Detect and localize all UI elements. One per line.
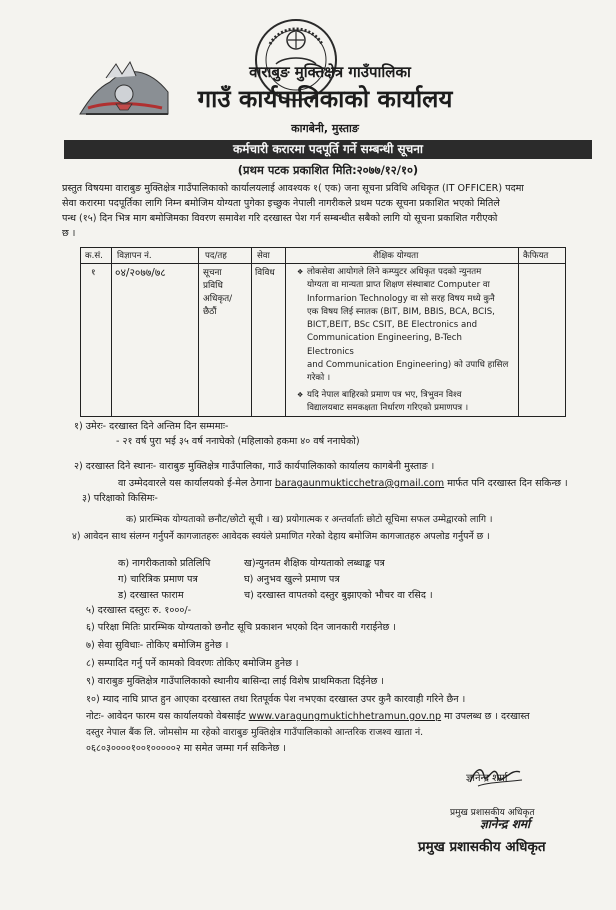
qual-line: BICT,BEIT, BSc CSIT, BE Electronics and (307, 320, 478, 331)
cell-sn: १ (91, 268, 96, 278)
intro-line: छ । (62, 228, 76, 239)
qual-line: Communication Engineering, B-Tech Electronics (307, 333, 462, 357)
table-header-divider (81, 263, 565, 264)
bullet-icon: ❖ (297, 268, 304, 276)
point-exam-detail: क) प्रारम्भिक योग्यताको छनौट/छोटो सूची । ख) प्रयोगात्मक र अन्तर्वार्ताः छोटो सूचिमा सफल उम्मेद्वारको लागि । (126, 514, 493, 525)
header-qualification: शैक्षिक योग्यता (373, 251, 419, 261)
qual-line: योग्यता वा मान्यता प्राप्त शिक्षण संस्थाबाट Computer वा (307, 280, 490, 291)
qual-line: गरेको । (307, 373, 331, 384)
signatory-name-small: ज्ञानेन्द्र शर्मा (466, 773, 508, 784)
note-line (86, 710, 530, 725)
signatory-name-stamp: ज्ञानेन्द्र शर्मा (480, 817, 531, 831)
cell-qualification (297, 266, 510, 415)
doc-citizenship: क) नागरीकताको प्रतिलिपि (118, 558, 211, 569)
nepal-emblem-icon (76, 58, 172, 120)
intro-line: पन्ध (१५) दिन भित्र माग बमोजिमका विवरण समावेश गरि दरखास्त पेश गर्न सम्बन्धीत सबैको लागि यो सूचना प्रकाशित गरीएको (62, 213, 498, 224)
office-address: कागबेनी, मुस्ताङ (291, 122, 359, 135)
qualification-item (297, 389, 510, 416)
post-line: सूचना (203, 268, 222, 278)
point-age-detail: - २१ वर्ष पुरा भई ३५ वर्ष ननाघेको (महिलाको हकमा ४० वर्ष ननाघेको) (116, 436, 360, 447)
email-pre-text: वा उम्मेदवारले यस कार्यालयको ई-मेल ठेगाना (118, 478, 272, 489)
publication-date: (प्रथम पटक प्रकाशित मिति:२०७७/१२/१०) (237, 163, 419, 177)
vacancy-table (80, 247, 566, 417)
post-line: अधिकृत/ (203, 294, 233, 304)
table-divider (285, 248, 286, 416)
table-divider (251, 248, 252, 416)
point-local-priority: ९) वाराबुङ मुक्तिक्षेत्र गाउँपालिकाको स्थानीय बासिन्दा लाई विशेष प्राथमिकता दिईनेछ । (86, 676, 385, 687)
qual-line: विद्यालयबाट समकक्षता निर्धारण गरिएको प्रमाणपत्र । (307, 402, 469, 413)
point-deadline: १०) म्याद नाघि प्राप्त हुन आएका दरखास्त तथा रितपूर्वक पेश नभएका दरखास्त उपर कुनै कारवाही गरिने छैन । (86, 694, 466, 705)
note-pre-text: नोटः- आवेदन फारम यस कार्यालयको वेबसाईट (86, 711, 246, 722)
notice-title: कर्मचारी करारमा पदपूर्ति गर्ने सम्बन्धी सूचना (64, 140, 592, 159)
bullet-icon: ❖ (297, 390, 304, 399)
municipality-name: वाराबुङ मुक्तिक्षेत्र गाउँपालिका (249, 63, 411, 81)
doc-form: ड) दरखास्त फाराम (118, 590, 184, 601)
cell-post (203, 267, 232, 319)
table-divider (198, 248, 199, 416)
email-post-text: मार्फत पनि दरखास्त दिन सकिन्छ । (447, 478, 568, 489)
website-link[interactable]: www.varagungmuktichhetramun.gov.np (248, 711, 442, 722)
point-facilities: ७) सेवा सुविधाः- तोकिए बमोजिम हुनेछ । (86, 640, 229, 651)
header-remarks: कैफियत (523, 251, 549, 261)
table-divider (518, 248, 519, 416)
point-exam-type: ३) परिक्षाको किसिमः- (82, 493, 158, 504)
point-documents: ४) आवेदन साथ संलग्न गर्नुपर्ने कागजातहरुः आवेदक स्वयंले प्रमाणित गरेको देहाय बमोजिम कागजातहरु अपलोड गर्नुपर्ने छ । (72, 531, 490, 542)
signatory-title-small: प्रमुख प्रशासकीय अधिकृत (450, 808, 535, 818)
qual-line: Informarion Technology वा सो सरह विषय मध्ये कुनै (307, 293, 495, 304)
header-adv-no: विज्ञापन नं. (117, 251, 152, 261)
header-sn: क.सं. (85, 251, 103, 261)
header-service: सेवा (257, 251, 270, 261)
signatory-title-stamp: प्रमुख प्रशासकीय अधिकृत (418, 839, 546, 855)
doc-marksheet: ख)न्युनतम शैक्षिक योग्यताको लब्धाङ्क पत्र (244, 558, 385, 569)
point-location: २) दरखास्त दिने स्थानः- वाराबुङ मुक्तिक्षेत्र गाउँपालिका, गाउँ कार्यपालिकाको कार्यालय कागबेनी मुस्ताङ । (74, 461, 435, 472)
cell-adv-no: ०४/२०७७/७८ (115, 267, 166, 279)
qual-line: and Communication Engineering) को उपाधि हासिल (307, 360, 509, 371)
doc-experience: घ) अनुभव खुल्ने प्रमाण पत्र (244, 574, 340, 585)
note-post-text: मा उपलब्ध छ । दरखास्त (444, 711, 530, 722)
cell-service: विविध (255, 268, 275, 278)
doc-voucher: च) दरखास्त वापतको दस्तुर बुझाएको भौचर वा रसिद । (244, 590, 433, 601)
point-email-line (118, 477, 568, 492)
qualification-item (297, 266, 510, 386)
qual-line: लोकसेवा आयोगले लिने कम्प्युटर अधिकृत पदको न्युनतम (307, 267, 482, 277)
email-link[interactable]: baragaunmukticchetra@gmail.com (274, 478, 445, 489)
post-line: प्रविधि (203, 281, 223, 291)
header-post: पद/तह (205, 251, 227, 261)
note-line-3: ०६८०३००००१००१०००००२ मा समेत जम्मा गर्न सकिनेछ । (86, 743, 286, 754)
point-fee: ५) दरखास्त दस्तुरः रु. १०००/- (86, 605, 192, 616)
qual-line: यदि नेपाल बाहिरको प्रमाण पत्र भए, त्रिभुवन विश्व (307, 389, 462, 400)
doc-character: ग) चारित्रिक प्रमाण पत्र (118, 574, 198, 585)
table-divider (111, 248, 112, 416)
qual-line: एक विषय लिई स्नातक (BIT, BIM, BBIS, BCA, BCIS, (307, 306, 495, 317)
post-line: छैठौं (203, 307, 217, 317)
point-exam-date: ६) परिक्षा मितिः प्रारम्भिक योग्यताको छनौट सूचि प्रकाशन भएको दिन जानकारी गराईनेछ । (86, 622, 396, 633)
point-age: १) उमेरः- दरखास्त दिने अन्तिम दिन सम्ममाः- (74, 421, 229, 432)
note-line-2: दस्तुर नेपाल बैंक लि. जोमसोम मा रहेको वाराबुङ मुक्तिक्षेत्र गाउँपालिकाको आन्तरिक राजश्व खाता नं. (86, 727, 424, 738)
point-job-description: ८) सम्पादित गर्नु पर्ने कामको विवरणः तोकिए बमोजिम हुनेछ । (86, 658, 299, 669)
office-name: गाउँ कार्यपालिकाको कार्यालय (197, 84, 453, 113)
intro-line: प्रस्तुत विषयमा वाराबुङ मुक्तिक्षेत्र गाउँपालिकाको कार्यालयलाई आवश्यक १( एक) जना सूचना प्रविधि अधिकृत (IT OFFICER) पदमा (62, 183, 524, 194)
intro-line: सेवा करारमा पदपूर्तिका लागि निम्न बमोजिम योग्यता पुगेका इच्छुक नेपाली नागरीकले प्रथम पटक सूचना प्रकाशित भएको मितिले (62, 198, 500, 209)
